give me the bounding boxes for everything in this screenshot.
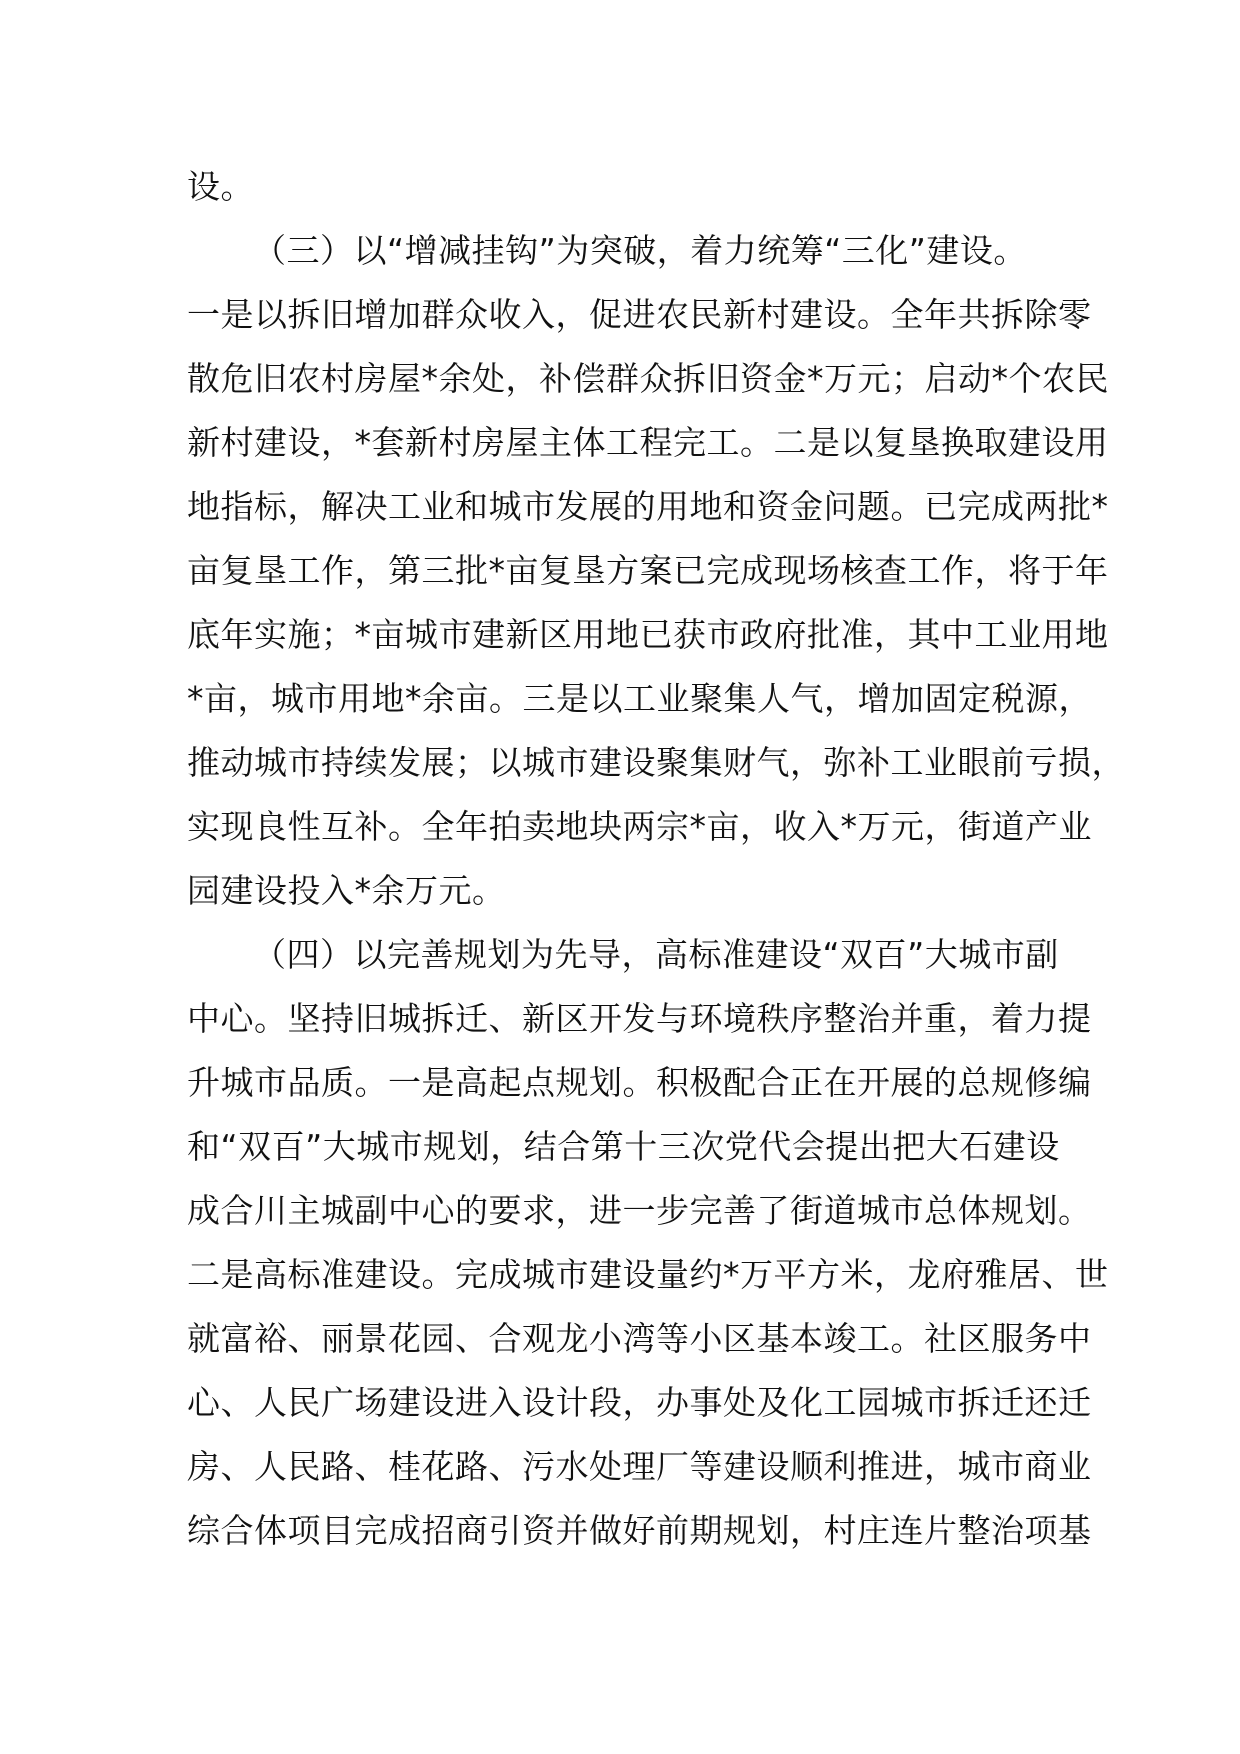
text-line: 一是以拆旧增加群众收入，促进农民新村建设。全年共拆除零 [187,295,1092,334]
text-line: 房、人民路、桂花路、污水处理厂等建设顺利推进，城市商业 [187,1447,1092,1486]
text-line: 中心。坚持旧城拆迁、新区开发与环境秩序整治并重，着力提 [187,999,1092,1038]
text-line: 综合体项目完成招商引资并做好前期规划，村庄连片整治项基 [187,1511,1092,1550]
document-page [187,155,1125,1563]
text-line: 亩复垦工作，第三批*亩复垦方案已完成现场核查工作，将于年 [187,551,1109,590]
text-line: 地指标，解决工业和城市发展的用地和资金问题。已完成两批* [187,487,1109,526]
text-line: *亩，城市用地*余亩。三是以工业聚集人气，增加固定税源， [187,679,1092,718]
text-line: 和“双百”大城市规划，结合第十三次党代会提出把大石建设 [187,1127,1060,1166]
text-line: 新村建设，*套新村房屋主体工程完工。二是以复垦换取建设用 [187,423,1109,462]
text-line: 心、人民广场建设进入设计段，办事处及化工园城市拆迁还迁 [187,1383,1092,1422]
text-line: 底年实施；*亩城市建新区用地已获市政府批准，其中工业用地 [187,615,1109,654]
text-line: 设。 [187,167,254,206]
text-line: 二是高标准建设。完成城市建设量约*万平方米，龙府雅居、世 [187,1255,1109,1294]
section-heading-line: （三）以“增减挂钩”为突破，着力统筹“三化”建设。 [253,231,1027,270]
text-line: 实现良性互补。全年拍卖地块两宗*亩，收入*万元，街道产业 [187,807,1092,846]
text-line: 推动城市持续发展；以城市建设聚集财气，弥补工业眼前亏损， [187,743,1125,782]
text-line: 升城市品质。一是高起点规划。积极配合正在开展的总规修编 [187,1063,1092,1102]
section-heading-line: （四）以完善规划为先导，高标准建设“双百”大城市副 [253,935,1059,974]
text-line: 就富裕、丽景花园、合观龙小湾等小区基本竣工。社区服务中 [187,1319,1092,1358]
text-line: 成合川主城副中心的要求，进一步完善了街道城市总体规划。 [187,1191,1092,1230]
text-line: 园建设投入*余万元。 [187,871,506,910]
text-line: 散危旧农村房屋*余处，补偿群众拆旧资金*万元；启动*个农民 [187,359,1109,398]
